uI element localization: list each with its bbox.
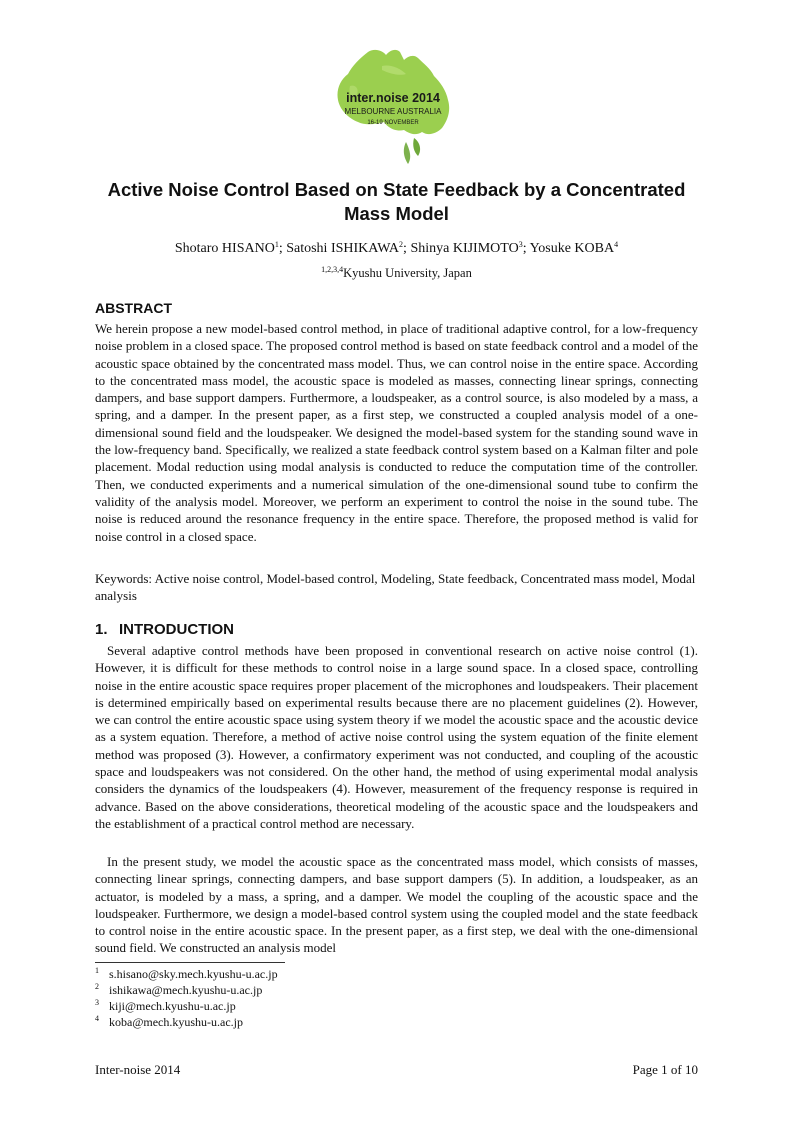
footnote: $^3$ kiji@mech.kyushu-u.ac.jp [95,998,236,1013]
author-name: Shinya KIJIMOTO [410,241,519,256]
author-name: Yosuke KOBA [529,241,615,256]
logo-brand: inter.noise 2014 [346,91,440,105]
logo-city: MELBOURNE AUSTRALIA [344,107,442,116]
paper-title: Active Noise Control Based on State Feedback by a Concentrated Mass Model [107,179,686,224]
author-separator: ; [522,241,530,256]
logo-dates: 16-19 NOVEMBER [367,120,419,126]
footer-page-number: Page 1 of 10 [632,1062,698,1077]
author-name: Shotaro HISANO [174,241,275,256]
abstract-heading: ABSTRACT [95,300,172,316]
footnotes [95,966,278,1030]
author-mark: 4 [614,240,619,249]
footnote: $^1$ s.hisano@sky.mech.kyushu-u.ac.jp [95,966,278,981]
footnote: $^4$ koba@mech.kyushu-u.ac.jp [95,1014,244,1029]
section-number: 1. [95,621,108,638]
conference-logo [330,46,456,170]
footnote: $^2$ ishikawa@mech.kyushu-u.ac.jp [95,982,263,997]
footnote-email: ishikawa@mech.kyushu-u.ac.jp [109,983,263,997]
footnote-email: kiji@mech.kyushu-u.ac.jp [109,999,236,1013]
keywords: Keywords: Active noise control, Model-based control, Modeling, State feedback, Concentrated mass model, Modal analysis [95,571,696,604]
australia-map-icon [330,46,456,170]
introduction-paragraph-2: In the present study, we model the acoustic space as the concentrated mass model, which consists of masses, connecting linear springs, connecting dampers, and base support dampers (5). In addition, a loudspeaker, as an actuator, is modeled by a mass, a spring, and a damper. We model the coupling of the acoustic space and the loudspeaker. Furthermore, we design a model-based control system using the coupled model and the state feedback to control noise in the entire acoustic space. In the present paper, as a first step, we deal with the one-dimensional sound field. We constructed an analysis model [95,854,698,956]
author-name: Satoshi ISHIKAWA [286,241,400,256]
footer-conference: Inter-noise 2014 [95,1062,181,1077]
footnote-rule [95,962,285,963]
affiliation-marks: 1,2,3,4 [321,265,344,274]
affiliation [95,265,698,281]
author-list [95,240,698,258]
abstract-text: We herein propose a new model-based control method, in place of traditional adaptive control, for a low-frequency noise problem in a closed space. The proposed control method is based on state feedback control and a model of the acoustic space obtained by the concentrated mass model. Thus, we can control noise in the entire space. According to the concentrated mass model, the acoustic space is modeled as masses, connecting linear springs, connecting dampers, and base support dampers. Furthermore, a loudspeaker, as a control source, is also modeled by a mass, a spring, and a damper. In the present paper, as a first step, we constructed a coupled analysis model of a one-dimensional sound field and the loudspeaker. We designed the model-based system for the standing sound wave in the low-frequency band. Specifically, we realized a state feedback control system based on a Kalman filter and pole placement. Modal reduction using modal analysis is conducted to reduce the computation time of the controller. Then, we conducted experiments and a numerical simulation of the one-dimensional sound tube to confirm the validity of the analysis model. Moreover, we perform an experiment to control the noise in the sound tube. The noise is reduced around the resonance frequency in the entire space. Therefore, the proposed method is valid for noise control in a closed space. [95,321,698,544]
introduction-paragraph-1: Several adaptive control methods have been proposed in conventional research on active noise control (1). However, it is difficult for these methods to control noise in a large sound space. In a closed space, controlling noise in the entire acoustic space requires proper placement of the microphones and loudspeakers. Their placement is determined empirically based on experimental results because there are no placement guidelines (2). However, we can control the entire acoustic space using system theory if we model the acoustic space and the acoustic device as a system equation. Therefore, a method of active noise control using the system equation of the finite element method was proposed (3). However, a confirmatory experiment was not conducted, and coupling of the acoustic space and loudspeakers was not considered. On the other hand, the method of using experimental modal analysis considers the dynamics of the loudspeakers (4). However, measurement of the frequency response is required in advance. Based on the above considerations, theoretical modeling of the acoustic space and the loudspeakers and the establishment of a practical control method are necessary. [95,643,698,831]
affiliation-text: Kyushu University, Japan [343,266,472,280]
author-mark: 1 [274,240,279,249]
footnote-email: s.hisano@sky.mech.kyushu-u.ac.jp [109,967,278,981]
author-separator: ; [403,241,411,256]
section-title: INTRODUCTION [119,621,234,638]
section-heading-introduction [95,621,234,638]
footnote-email: koba@mech.kyushu-u.ac.jp [109,1015,244,1029]
author-separator: ; [278,241,287,256]
author-mark: 2 [399,240,404,249]
author-mark: 3 [518,240,523,249]
